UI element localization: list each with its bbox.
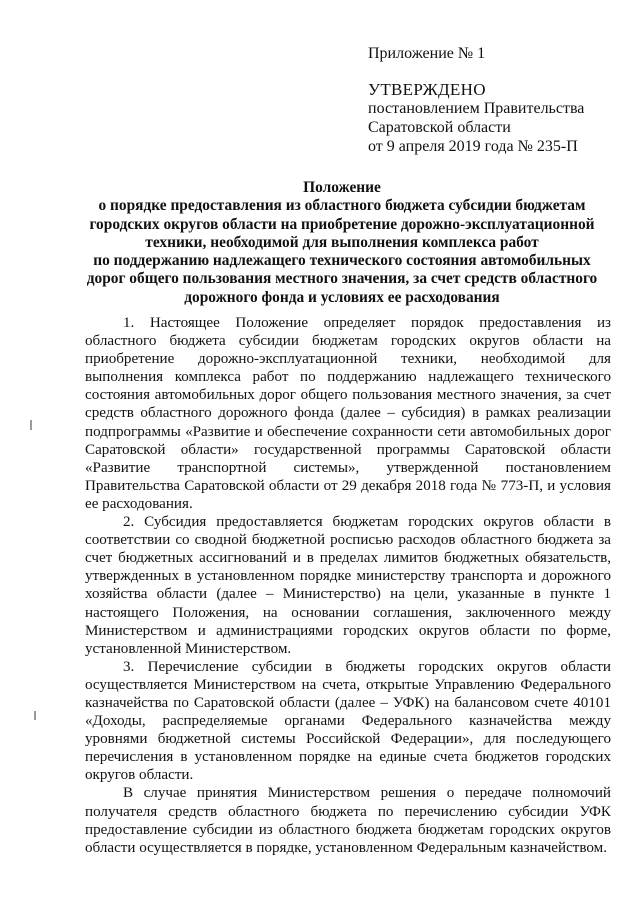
scan-mark-top	[30, 420, 32, 430]
approval-line-3: от 9 апреля 2019 года № 235-П	[368, 138, 578, 155]
document-body	[85, 314, 611, 857]
approval-line-2: Саратовской области	[368, 119, 511, 136]
appendix-label: Приложение № 1	[368, 45, 486, 62]
approval-heading: УТВЕРЖДЕНО	[368, 80, 486, 99]
paragraph-3: 3. Перечисление субсидии в бюджеты городских округов области осуществляется Министерством на счета, открытые Управлению Федерального казначейства по Саратовской области (далее – УФК) на балансовом счете 40101 «Доходы, распределяемые органами Федерального казначейства между уровнями бюджетной системы Российской Федерации», для последующего перечисления в установленном порядке на единые счета бюджетов городских округов области.	[85, 658, 611, 784]
title-line-1: Положение	[303, 179, 381, 196]
title-line-5: по поддержанию надлежащего технического состояния автомобильных	[93, 252, 591, 270]
paragraph-2: 2. Субсидия предоставляется бюджетам городских округов области в соответствии со сводной бюджетной росписью расходов областного бюджета за счет бюджетных ассигнований и в пределах лимитов бюджетных обязательств, утвержденных в установленном порядке министерству транспорта и дорожного хозяйства области (далее – Министерство) на цели, указанные в пункте 1 настоящего Положения, на основании соглашения, заключенного между Министерством и администрациями городских округов области по форме, установленной Министерством.	[85, 514, 611, 657]
title-line-6: дорог общего пользования местного значения, за счет средств областного	[86, 270, 598, 288]
title-line-4: техники, необходимой для выполнения комплекса работ	[145, 233, 539, 251]
document-title	[78, 179, 606, 307]
paragraph-1: 1. Настоящее Положение определяет порядок предоставления из областного бюджета субсидии бюджетам городских округов области на приобретение дорожно-эксплуатационной техники, необходимой для выполнения комплекса работ по поддержанию надлежащего технического состояния автомобильных дорог общего пользования местного значения, за счет средств областного дорожного фонда (далее – субсидия) в рамках реализации подпрограммы «Развитие и обеспечение сохранности сети автомобильных дорог Саратовской области» государственной программы Саратовской области «Развитие транспортной системы», утвержденной постановлением Правительства Саратовской области от 29 декабря 2018 года № 773-П, и условия ее расходования.	[85, 315, 611, 512]
title-line-7: дорожного фонда и условиях ее расходования	[184, 288, 500, 306]
scan-mark-bottom	[34, 711, 36, 720]
title-line-2: о порядке предоставления из областного бюджета субсидии бюджетам	[98, 197, 586, 215]
title-line-3: городских округов области на приобретение дорожно-эксплуатационной	[89, 215, 595, 233]
approval-block	[368, 80, 584, 156]
approval-line-1: постановлением Правительства	[368, 100, 585, 117]
paragraph-4: В случае принятия Министерством решения о передаче полномочий получателя средств областного бюджета по перечислению субсидии УФК предоставление субсидии из областного бюджета бюджетам городских округов области осуществляется в порядке, установленном Федеральным казначейством.	[85, 785, 611, 856]
